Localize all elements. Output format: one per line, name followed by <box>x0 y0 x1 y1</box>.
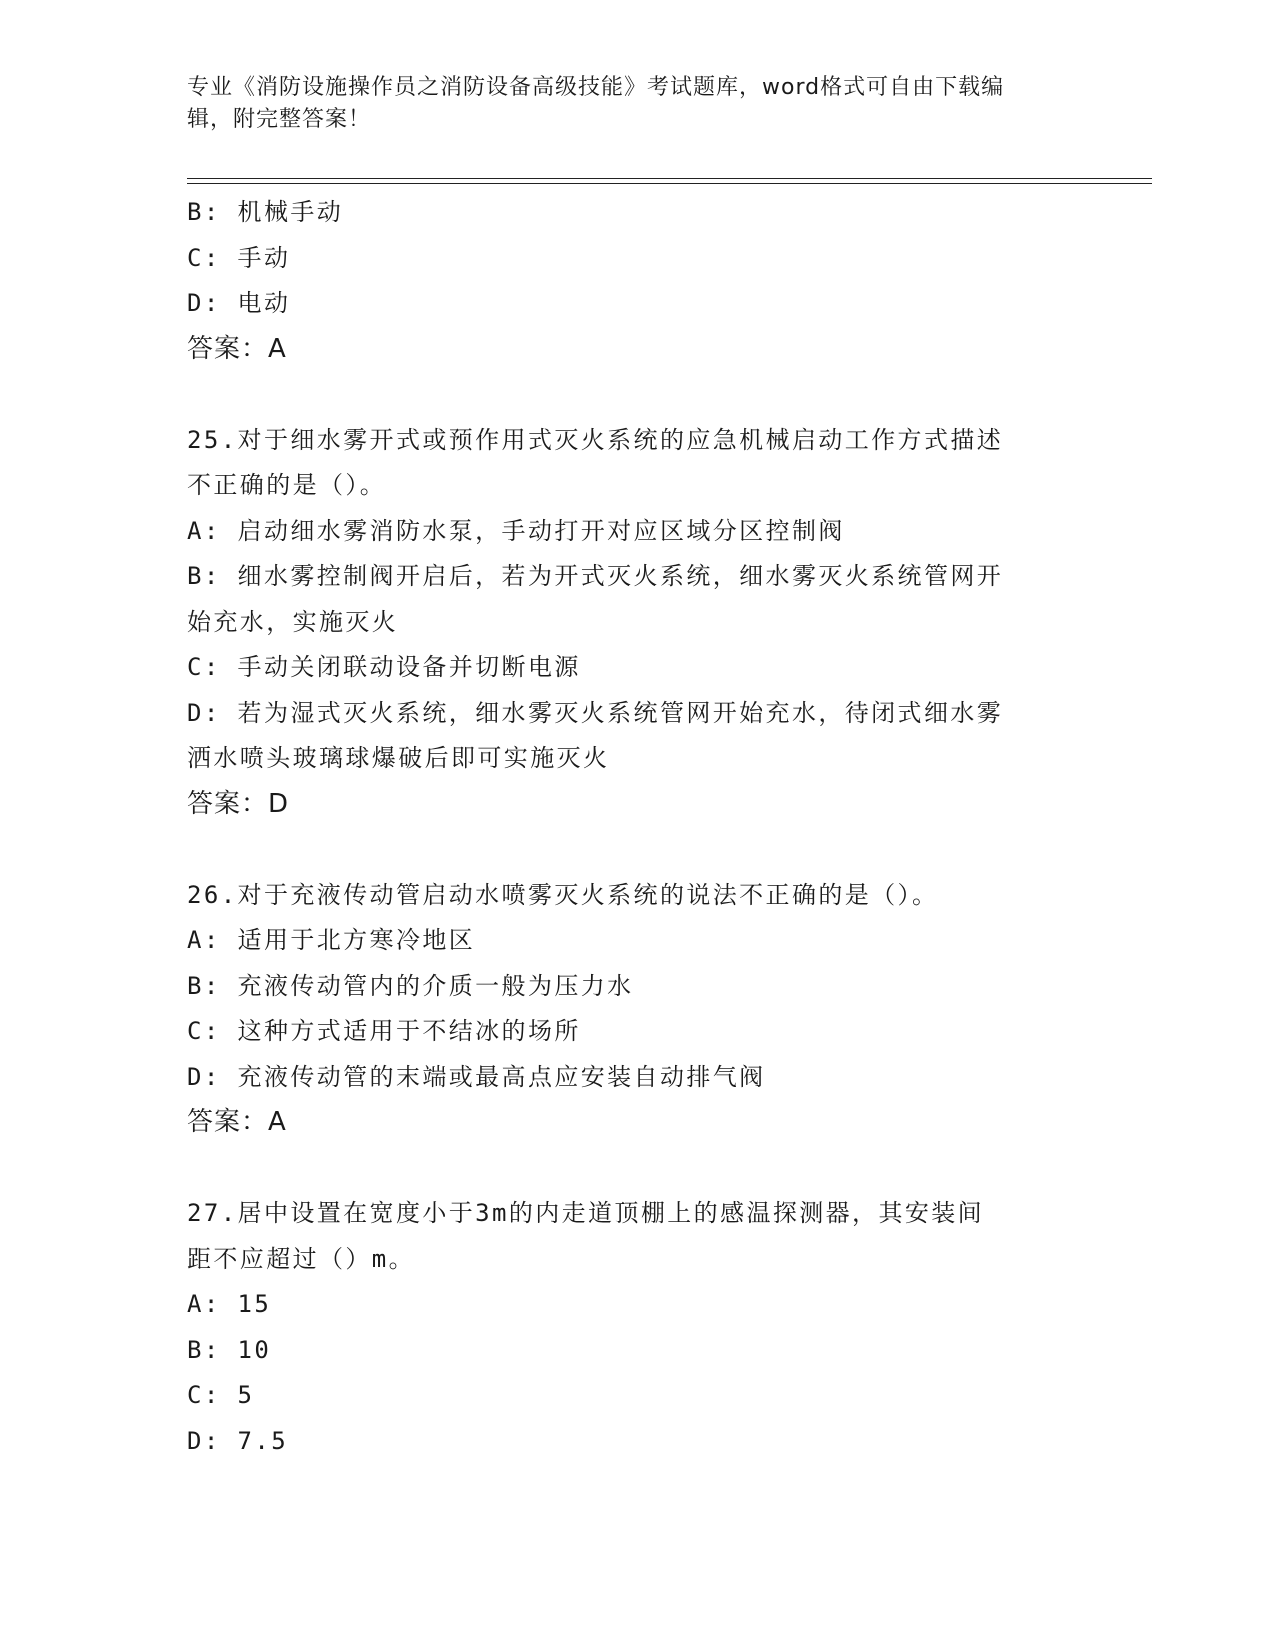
option-a: A: 启动细水雾消防水泵，手动打开对应区域分区控制阀 <box>187 516 845 545</box>
answer-line: 答案：D <box>187 788 290 819</box>
question-stem-line: 不正确的是（）。 <box>187 471 387 499</box>
option-c: C: 这种方式适用于不结冰的场所 <box>187 1017 581 1045</box>
document-header <box>187 72 1087 136</box>
option-b: B: 10 <box>187 1335 272 1364</box>
option-b-continued: 始充水，实施灭火 <box>187 607 399 636</box>
question-stem-line: 距不应超过（）m。 <box>187 1244 416 1273</box>
answer-line: 答案：A <box>187 1107 287 1137</box>
option-a: A: 适用于北方寒冷地区 <box>187 926 476 954</box>
option-d: D: 7.5 <box>187 1426 289 1455</box>
option-b: B: 机械手动 <box>187 198 344 226</box>
header-divider-top <box>187 178 1152 179</box>
question-stem-line: 25.对于细水雾开式或预作用式灭火系统的应急机械启动工作方式描述 <box>187 425 1004 454</box>
option-d: D: 若为湿式灭火系统，细水雾灭火系统管网开始充水，待闭式细水雾 <box>187 698 1004 727</box>
document-body <box>187 190 1087 1464</box>
question-24-continuation <box>187 190 1087 372</box>
question-stem-line: 27.居中设置在宽度小于3m的内走道顶棚上的感温探测器，其安装间 <box>187 1199 985 1227</box>
option-d: D: 充液传动管的末端或最高点应安装自动排气阀 <box>187 1062 766 1091</box>
option-c: C: 手动 <box>187 243 291 272</box>
header-title-line-1: 专业《消防设施操作员之消防设备高级技能》考试题库，word格式可自由下载编 <box>187 75 1005 100</box>
header-divider-bottom <box>187 183 1152 184</box>
option-c: C: 5 <box>187 1381 255 1409</box>
question-stem-line: 26.对于充液传动管启动水喷雾灭火系统的说法不正确的是（）。 <box>187 880 939 909</box>
question-26 <box>187 873 1087 1146</box>
question-25 <box>187 418 1087 828</box>
option-c: C: 手动关闭联动设备并切断电源 <box>187 653 581 681</box>
option-d: D: 电动 <box>187 289 291 317</box>
option-d-continued: 洒水喷头玻璃球爆破后即可实施灭火 <box>187 744 610 772</box>
option-b: B: 细水雾控制阀开启后，若为开式灭火系统，细水雾灭火系统管网开 <box>187 562 1004 590</box>
spacer <box>187 827 1087 873</box>
spacer <box>187 1146 1087 1192</box>
answer-line: 答案：A <box>187 333 287 364</box>
option-a: A: 15 <box>187 1290 272 1318</box>
header-title-line-2: 辑，附完整答案！ <box>187 107 372 132</box>
question-27 <box>187 1191 1087 1464</box>
spacer <box>187 372 1087 418</box>
option-b: B: 充液传动管内的介质一般为压力水 <box>187 971 634 1000</box>
